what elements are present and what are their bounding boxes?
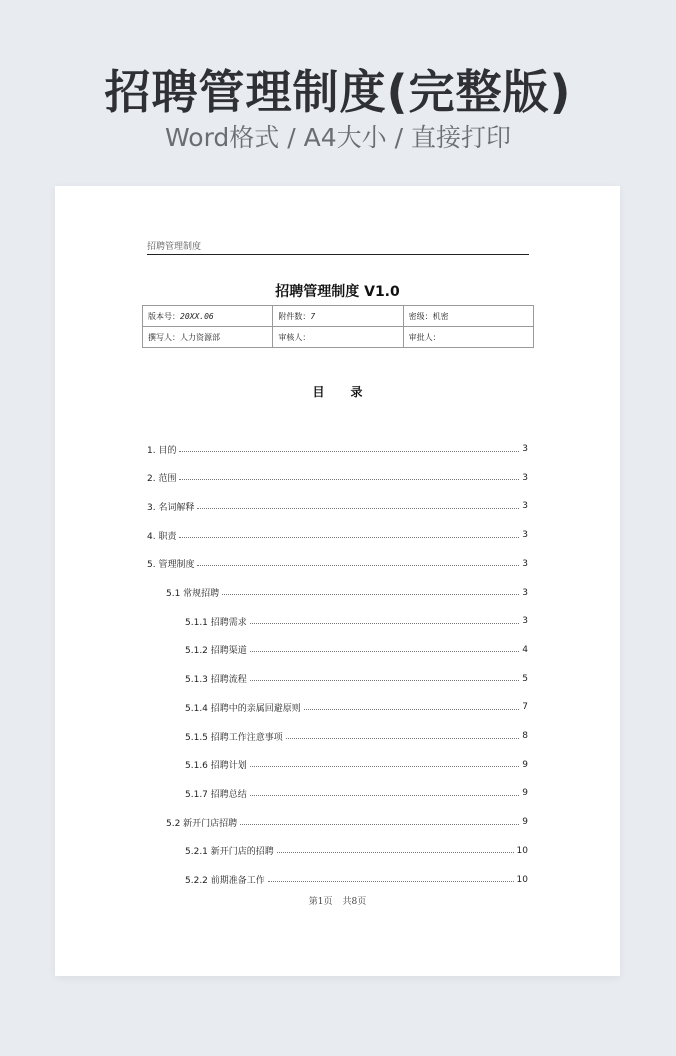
toc-item-page: 3 [522,616,528,627]
info-label: 版本号： [148,311,180,321]
toc-item-label: 5.1.1 招聘需求 [185,617,247,628]
banner-title: 招聘管理制度(完整版) [104,65,572,119]
toc-item[interactable] [147,528,528,542]
toc-heading-char: 目 [312,385,325,399]
toc-item[interactable] [147,442,528,456]
toc-leader-dots [250,623,520,624]
toc-leader-dots [179,537,519,538]
toc-leader-dots [197,565,519,566]
toc-item-label: 5.1.6 招聘计划 [185,761,247,772]
info-value: 机密 [432,311,449,321]
toc-item-label: 5.1.4 招聘中的亲属回避原则 [185,703,301,714]
toc-item-page: 8 [522,731,528,741]
info-label: 审批人： [408,332,441,342]
toc-heading [55,384,620,400]
toc-item-page: 9 [522,817,528,828]
footer-total-pages: 共8页 [342,897,367,907]
info-row [143,306,534,327]
toc-item-page: 7 [522,702,528,713]
info-label: 密级： [408,311,433,321]
toc-item-label: 5.1.5 招聘工作注意事项 [185,732,283,743]
toc-item[interactable] [185,758,528,772]
toc-item-label: 5.1.2 招聘渠道 [185,646,247,657]
toc-leader-dots [197,508,519,509]
toc-leader-dots [277,852,514,853]
toc-item-page: 3 [522,472,528,483]
toc-item-page: 10 [516,845,528,856]
toc-item-page: 3 [522,587,528,598]
toc-leader-dots [179,451,519,452]
toc-item[interactable] [185,672,528,686]
info-table [142,305,534,348]
info-cell-approver [403,327,533,348]
toc-item-label: 1. 目的 [147,445,177,456]
toc-item-label: 5.1.3 招聘流程 [185,675,247,686]
toc-item-page: 9 [522,788,528,799]
toc-item-page: 5 [522,673,528,684]
toc-item[interactable] [185,844,528,858]
toc-item-label: 5. 管理制度 [147,560,195,571]
page-footer [55,896,620,908]
toc-item-page: 3 [522,501,528,512]
info-cell-author [143,327,273,348]
toc-item[interactable] [147,471,528,485]
toc-leader-dots [240,824,519,825]
info-label: 附件数： [278,311,311,321]
info-cell-reviewer [273,327,403,348]
toc-leader-dots [179,479,519,480]
toc-item-page: 10 [516,874,528,885]
banner-subtitle: Word格式 / A4大小 / 直接打印 [165,123,511,152]
toc-item-label: 5.1 常规招聘 [166,589,220,599]
toc-leader-dots [250,795,520,796]
toc-item[interactable] [185,729,528,743]
footer-page-number: 第1页 [308,897,333,907]
toc-leader-dots [250,766,520,767]
toc-item-label: 5.2.2 前期准备工作 [185,876,265,886]
toc-leader-dots [250,680,520,681]
toc-item[interactable] [185,786,528,800]
info-cell-attachments [273,306,403,327]
toc-item[interactable] [185,873,528,887]
info-cell-version [143,306,273,327]
toc-item-page: 3 [522,558,528,569]
info-row [143,327,534,348]
toc-item[interactable] [147,557,528,571]
toc-item[interactable] [185,700,528,714]
document-page [55,186,620,976]
toc-leader-dots [286,738,520,739]
toc-leader-dots [304,709,520,710]
toc-item-page: 9 [522,759,528,770]
toc-leader-dots [250,651,520,652]
running-header: 招聘管理制度 [147,241,529,255]
document-title: 招聘管理制度 V1.0 [275,284,400,300]
toc-item-page: 3 [522,530,528,541]
toc-item[interactable] [166,815,528,829]
info-label: 审核人： [278,332,311,342]
toc-item-page: 4 [522,644,528,655]
info-value: 20XX.06 [180,311,214,321]
toc-heading-char: 录 [350,385,363,399]
toc-leader-dots [222,594,519,595]
info-label: 撰写人： [148,332,180,342]
toc-item[interactable] [166,586,528,600]
toc-item-label: 5.2.1 新开门店的招聘 [185,847,274,858]
toc-item[interactable] [185,643,528,657]
toc-item[interactable] [185,614,528,628]
toc-item-label: 5.1.7 招聘总结 [185,789,247,800]
toc-item-label: 5.2 新开门店招聘 [166,818,238,829]
info-value: 人力资源部 [180,332,220,342]
toc-item-label: 4. 职责 [147,531,177,542]
toc-item-label: 2. 范围 [147,474,177,485]
toc-leader-dots [268,881,514,882]
toc-item-page: 3 [522,444,528,454]
toc-item[interactable] [147,499,528,513]
info-cell-security [403,306,533,327]
info-value: 7 [310,311,316,321]
toc-item-label: 3. 名词解释 [147,502,195,513]
